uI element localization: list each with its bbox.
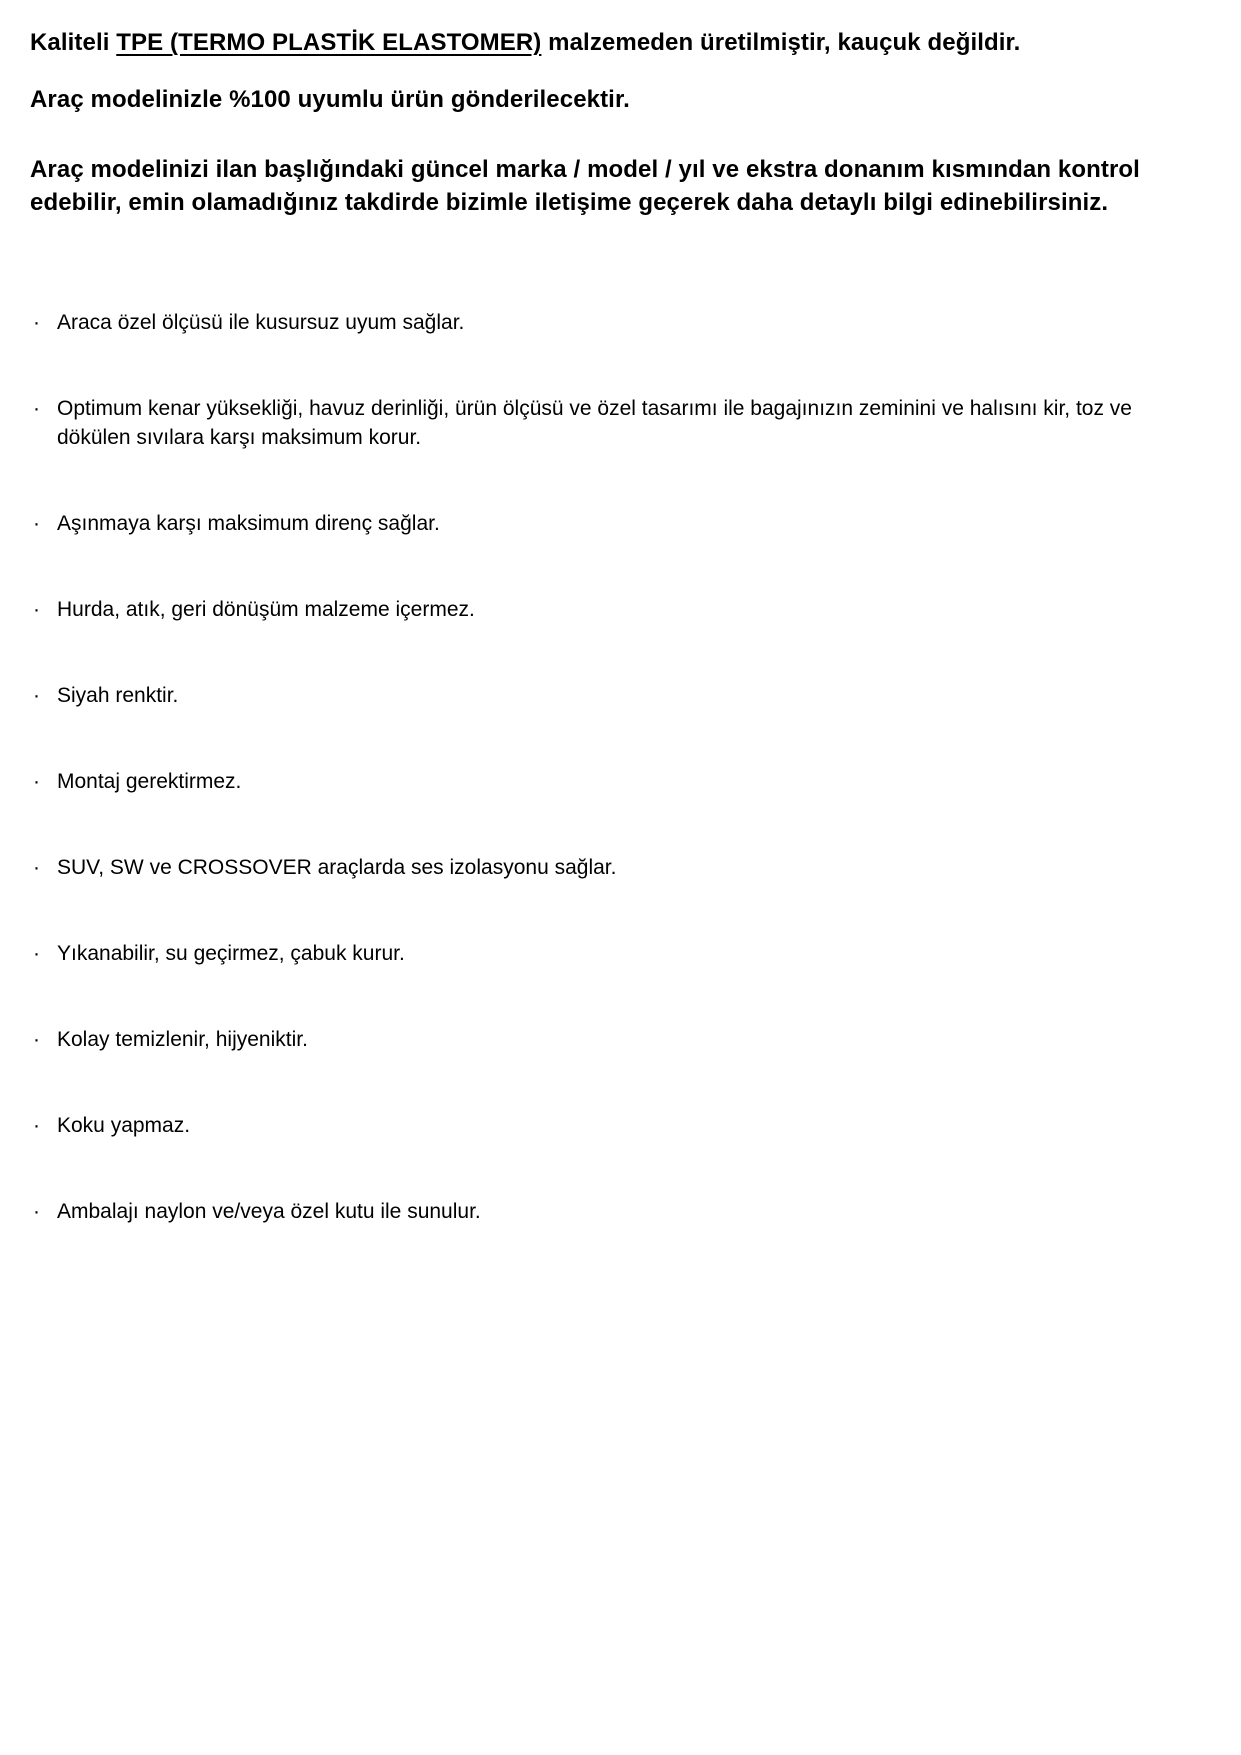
feature-text: Optimum kenar yüksekliği, havuz derinliği, ürün ölçüsü ve özel tasarımı ile bagajınızın zeminini ve halısını kir, toz ve dökülen sıvılara karşı maksimum korur. [57, 397, 1132, 449]
bullet-icon: · [33, 942, 40, 965]
list-item [30, 939, 1190, 968]
bullet-icon: · [33, 311, 40, 334]
list-item [30, 681, 1190, 710]
feature-list [30, 308, 1215, 1226]
heading-material-prefix: Kaliteli [30, 29, 117, 56]
list-item [30, 1197, 1190, 1226]
list-item [30, 509, 1190, 538]
bullet-icon: · [33, 397, 40, 420]
feature-text: Siyah renktir. [57, 684, 179, 707]
feature-text: Koku yapmaz. [57, 1114, 191, 1137]
heading-material-underlined-term: TPE (TERMO PLASTİK ELASTOMER) [116, 29, 542, 56]
feature-text: Ambalajı naylon ve/veya özel kutu ile sunulur. [57, 1200, 481, 1223]
bullet-icon: · [33, 1200, 40, 1223]
feature-text: Kolay temizlenir, hijyeniktir. [57, 1028, 308, 1051]
feature-text: Aşınmaya karşı maksimum direnç sağlar. [57, 512, 440, 535]
list-item [30, 767, 1190, 796]
bullet-icon: · [33, 856, 40, 879]
list-item [30, 595, 1190, 624]
bullet-icon: · [33, 1114, 40, 1137]
list-item [30, 1111, 1190, 1140]
bullet-icon: · [33, 598, 40, 621]
bullet-icon: · [33, 770, 40, 793]
bullet-icon: · [33, 684, 40, 707]
feature-text: Araca özel ölçüsü ile kusursuz uyum sağlar. [57, 311, 465, 334]
list-item [30, 308, 1190, 337]
bullet-icon: · [33, 1028, 40, 1051]
heading-material-suffix: malzemeden üretilmiştir, kauçuk değildir. [541, 29, 1021, 56]
feature-text: Hurda, atık, geri dönüşüm malzeme içermez. [57, 598, 475, 621]
list-item [30, 1025, 1190, 1054]
list-item [30, 394, 1190, 452]
feature-text: SUV, SW ve CROSSOVER araçlarda ses izolasyonu sağlar. [57, 856, 617, 879]
intro-heading-material [30, 26, 1215, 59]
feature-text: Yıkanabilir, su geçirmez, çabuk kurur. [57, 942, 405, 965]
bullet-icon: · [33, 512, 40, 535]
intro-heading-check-model: Araç modelinizi ilan başlığındaki güncel marka / model / yıl ve ekstra donanım kısmından kontrol edebilir, emin olamadığınız takdirde bizimle iletişime geçerek daha detaylı bilgi edinebilirsiniz. [30, 156, 1140, 216]
intro-heading-compatibility: Araç modelinizle %100 uyumlu ürün gönderilecektir. [30, 86, 630, 113]
feature-text: Montaj gerektirmez. [57, 770, 242, 793]
list-item [30, 853, 1190, 882]
